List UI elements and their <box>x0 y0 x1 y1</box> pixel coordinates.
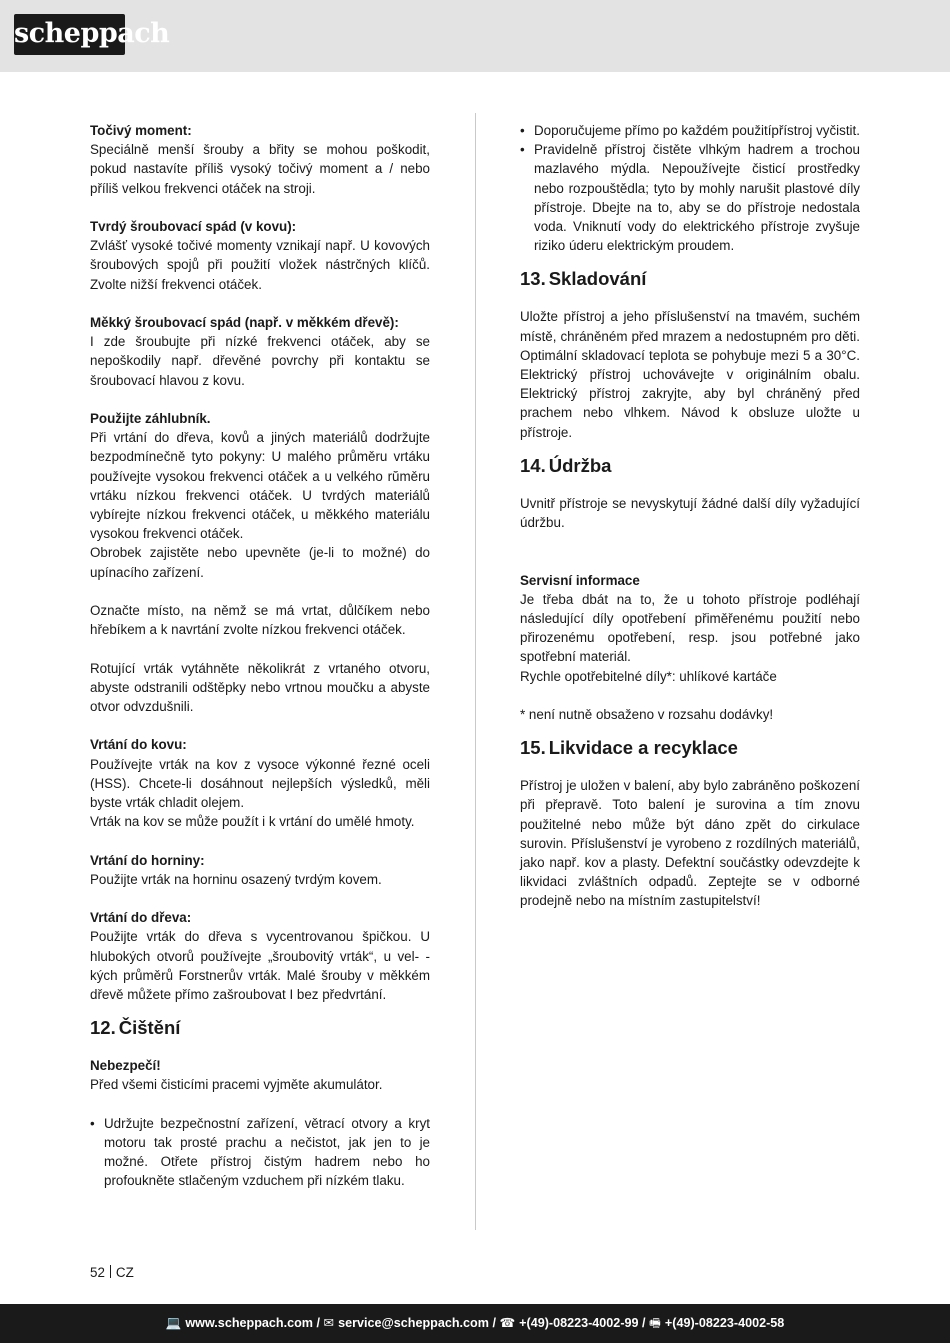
computer-icon: 💻 <box>165 1316 182 1330</box>
fax-icon: 🖷 <box>649 1316 661 1330</box>
section-12-title <box>90 1016 430 1040</box>
section-number: 13. <box>520 268 546 290</box>
clamp-text: Obrobek zajistěte nebo upevněte (je-li to možné) do upínacího zařízení. <box>90 545 430 580</box>
page-number <box>90 1264 134 1282</box>
danger-text: Před všemi čisticími pracemi vyjměte akumulátor. <box>90 1077 383 1093</box>
page-footer <box>0 1304 950 1343</box>
envelope-icon: ✉ <box>323 1316 335 1330</box>
section-14-title <box>520 454 860 478</box>
retract-text: Rotující vrták vytáhněte několikrát z vrtaného otvoru, abyste odstranili odštěpky nebo vrtnou moučku a abyste otvor odvzdušnili. <box>90 660 430 715</box>
metal-text: Používejte vrták na kov z vysoce výkonné řezné oceli (HSS). Chcete-li dosáhnout nejlepších výsledků, měli byste vrták chladit olejem. <box>90 756 430 811</box>
soft-joint-heading: Měkký šroubovací spád (např. v měkkém dřevě): <box>90 315 399 330</box>
section-title: Skladování <box>548 268 647 290</box>
stone-heading: Vrtání do horniny: <box>90 852 205 868</box>
telephone-icon: ☎ <box>499 1316 516 1330</box>
page-number-value: 52 <box>90 1265 105 1280</box>
page-language: CZ <box>115 1265 134 1280</box>
brand-logo: scheppach <box>14 14 125 55</box>
metal-heading: Vrtání do kovu: <box>90 737 187 753</box>
page-number-separator <box>110 1265 111 1278</box>
countersink-text: Při vrtání do dřeva, kovů a jiných materiálů dodržujte bezpodmínečně tyto pokyny: U malého průměru vrtáku používejte vysokou frekvenci otáček a u velkého rŭměru vrtáku nízkou frekvenci otáček. U tvrdých materiálů vybírejte nízkou frekvenci otáček, u měkkého materiálu vysokou frekvenci otáček. <box>90 430 430 542</box>
disposal-text: Přístroj je uložen v balení, aby bylo zabráněno poškození při přepravě. Toto balení je surovina a tím znovu použitelné nebo může být dáno zpět do cirkulace surovin. Příslušenství je vyrobeno z rozdílných materiálů, jako např. kov a plasty. Defektní součástky odevzdejte k likvidaci zvláštních odpadů. Zeptejte se v odborné prodejně nebo na místním zastupitelství! <box>520 778 860 909</box>
section-title: Údržba <box>548 454 612 476</box>
stone-text: Použijte vrták na horninu osazený tvrdým kovem. <box>90 871 382 887</box>
torque-text: Speciálně menší šrouby a břity se mohou poškodit, pokud nastavíte příliš vysoký točivý moment a / nebo příliš velkou frekvenci otáček na stroji. <box>90 142 430 196</box>
wood-heading: Vrtání do dřeva: <box>90 910 192 926</box>
column-divider <box>475 113 476 1230</box>
section-number: 14. <box>520 454 546 476</box>
section-number: 12. <box>90 1017 116 1039</box>
mark-text: Označte místo, na němž se má vrtat, důlčíkem nebo hřebíkem a k navrtání zvolte nízkou frekvenci otáček. <box>90 603 430 638</box>
cleaning-list-continued <box>520 121 860 255</box>
service-text: Je třeba dbát na to, že u tohoto přístroje podléhají následující díly opotřebení přiměřenému použití nebo přirozenému opotřebení, resp. jsou potřebné jako spotřební materiál. <box>520 591 860 665</box>
section-15-title <box>520 736 860 760</box>
torque-heading: Točivý moment: <box>90 123 192 138</box>
section-13-title <box>520 267 860 291</box>
soft-joint-text: I zde šroubujte při nízké frekvenci otáček, aby se nepoškodily např. dřevěné povrchy při kontaktu se šroubovací hlavou z kovu. <box>90 334 430 388</box>
countersink-heading: Použijte záhlubník. <box>90 411 211 426</box>
cleaning-list <box>90 1114 430 1191</box>
section-title: Čištění <box>118 1017 181 1039</box>
service-heading: Servisní informace <box>520 572 640 588</box>
page-header <box>0 0 950 72</box>
footer-phone: +(49)-08223-4002-99 / <box>519 1316 646 1330</box>
section-title: Likvidace a recyklace <box>548 737 738 759</box>
footer-fax: +(49)-08223-4002-58 <box>664 1316 785 1330</box>
hard-joint-heading: Tvrdý šroubovací spád (v kovu): <box>90 219 297 234</box>
right-column <box>520 121 860 911</box>
section-number: 15. <box>520 737 546 759</box>
wear-parts-text: Rychle opotřebitelné díly*: uhlíkové kartáče <box>520 668 777 684</box>
danger-heading: Nebezpečí! <box>90 1058 161 1074</box>
footer-email[interactable]: service@scheppach.com / <box>338 1316 496 1330</box>
list-item: • Udržujte bezpečnostní zařízení, větrací otvory a kryt motoru tak prosté prachu a nečistot, jak jen to je možné. Otřete přístroj čistým hadrem nebo ho profoukněte stlačeným vzduchem při nízkém tlaku. <box>90 1114 430 1191</box>
hard-joint-text: Zvlášť vysoké točivé momenty vznikají např. U kovových šroubových spojů při použití vložek nástrčných klíčů. Zvolte nižší frekvenci otáček. <box>90 238 430 292</box>
list-item: • Pravidelně přístroj čistěte vlhkým hadrem a trochou mazlavého mýdla. Nepoužívejte čisticí prostředky nebo rozpouštědla; tyto by mohly narušit plastové díly přístroje. Dbejte na to, aby se do přístroje nedostala voda. Vniknutí vody do elektrického přístroje zvyšuje riziko úderu elektrickým proudem. <box>520 140 860 255</box>
wood-text: Použijte vrták do dřeva s vycentrovanou špičkou. U hlubokých otvorů používejte „šroubovitý vrták“, u vel- -kých průměrů Forstnerův vrták. Malé šrouby v měkkém dřevě můžete přímo zašroubovat I bez předvrtání. <box>90 929 430 1003</box>
maintenance-text: Uvnitř přístroje se nevyskytují žádné další díly vyžadující údržbu. <box>520 495 860 531</box>
list-item: • Doporučujeme přímo po každém použitípřístroj vyčistit. <box>520 121 860 140</box>
left-column <box>90 121 430 1191</box>
storage-text: Uložte přístroj a jeho příslušenství na tmavém, suchém místě, chráněném před mrazem a nedostupném pro děti. Optimální skladovací teplota se pohybuje mezi 5 a 30°C. Elektrický přístroj uchovávejte v originálním obalu. Elektrický přístroj zakryjte, aby byl chráněný před prachem nebo vlhkem. Návod k obsluze uložte u přístroje. <box>520 309 860 440</box>
footer-website[interactable]: www.scheppach.com / <box>185 1316 320 1330</box>
plastic-text: Vrták na kov se může použít i k vrtání do umělé hmoty. <box>90 814 415 830</box>
delivery-note: * není nutně obsaženo v rozsahu dodávky! <box>520 707 774 723</box>
